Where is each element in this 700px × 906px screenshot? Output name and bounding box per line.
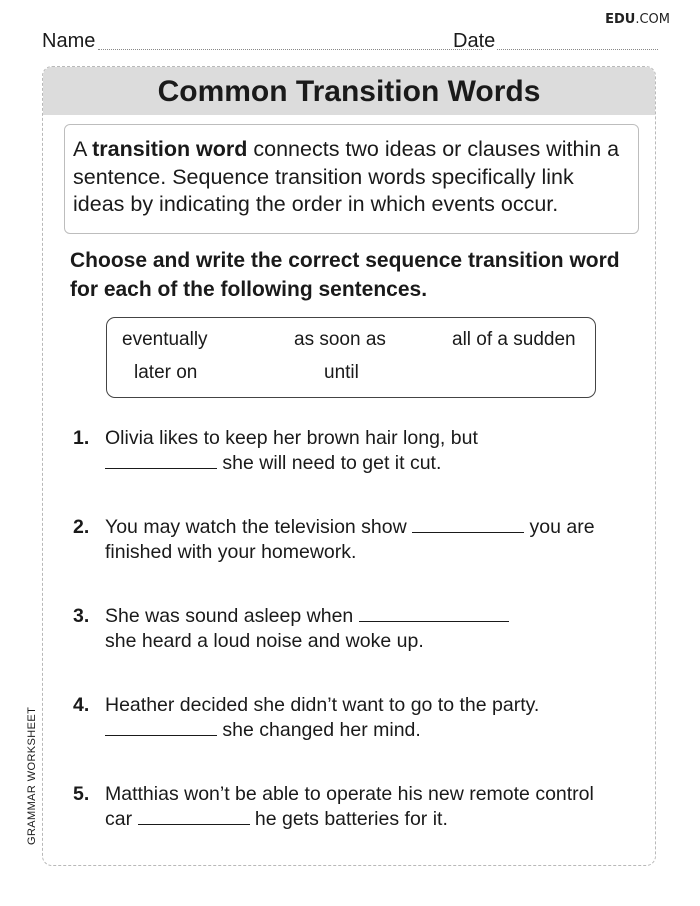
- question-text: Heather decided she didn’t want to go to the party.: [105, 694, 540, 716]
- answer-blank[interactable]: [138, 807, 250, 825]
- word-bank-item: as soon as: [294, 329, 386, 350]
- instruction-text: Choose and write the correct sequence transition word for each of the following sentences.: [70, 249, 620, 301]
- date-field[interactable]: [497, 49, 658, 50]
- worksheet-panel: [42, 66, 656, 866]
- question-number: 2.: [73, 516, 90, 538]
- question-4: [73, 693, 643, 743]
- name-label: Name: [42, 30, 96, 52]
- worksheet-title: Common Transition Words: [43, 67, 655, 115]
- question-3: [73, 604, 643, 654]
- question-5: [73, 782, 643, 832]
- definition-prefix: A: [73, 137, 93, 161]
- question-text: car: [105, 808, 138, 830]
- definition-text: connects two ideas or clauses within a sentence. Sequence transition words specifically link ideas by indicating the order in which events occur.: [73, 137, 620, 216]
- question-number: 5.: [73, 783, 90, 805]
- word-bank-item: until: [324, 362, 359, 383]
- question-1: [73, 426, 643, 476]
- question-number: 3.: [73, 605, 90, 627]
- definition-box: [64, 124, 639, 234]
- question-text: You may watch the television show: [105, 516, 413, 538]
- question-text: She was sound asleep when: [105, 605, 359, 627]
- logo-text-bold: EDU: [605, 12, 636, 27]
- question-text: finished with your homework.: [105, 541, 357, 563]
- question-text: Matthias won’t be able to operate his new remote control: [105, 783, 594, 805]
- question-2: [73, 515, 643, 565]
- question-text: you are: [524, 516, 595, 538]
- question-text: she will need to get it cut.: [217, 452, 442, 474]
- answer-blank[interactable]: [105, 451, 217, 469]
- word-bank: [106, 317, 596, 398]
- question-text: Olivia likes to keep her brown hair long, but: [105, 427, 478, 449]
- word-bank-item: later on: [134, 362, 198, 383]
- question-text: she heard a loud noise and woke up.: [105, 630, 424, 652]
- definition-term: transition word: [92, 137, 248, 161]
- answer-blank[interactable]: [412, 515, 524, 533]
- question-number: 4.: [73, 694, 90, 716]
- question-text: she changed her mind.: [217, 719, 421, 741]
- answer-blank[interactable]: [359, 604, 509, 622]
- date-label: Date: [453, 30, 496, 52]
- answer-blank[interactable]: [105, 718, 217, 736]
- question-text: he gets batteries for it.: [249, 808, 448, 830]
- side-label: GRAMMAR WORKSHEET: [26, 706, 38, 845]
- logo-text-suffix: .COM: [635, 12, 670, 27]
- name-date-row: [42, 30, 658, 54]
- question-number: 1.: [73, 427, 90, 449]
- word-bank-item: all of a sudden: [452, 329, 576, 350]
- name-field[interactable]: [98, 49, 482, 50]
- word-bank-item: eventually: [122, 329, 208, 350]
- edu-logo[interactable]: [605, 12, 670, 27]
